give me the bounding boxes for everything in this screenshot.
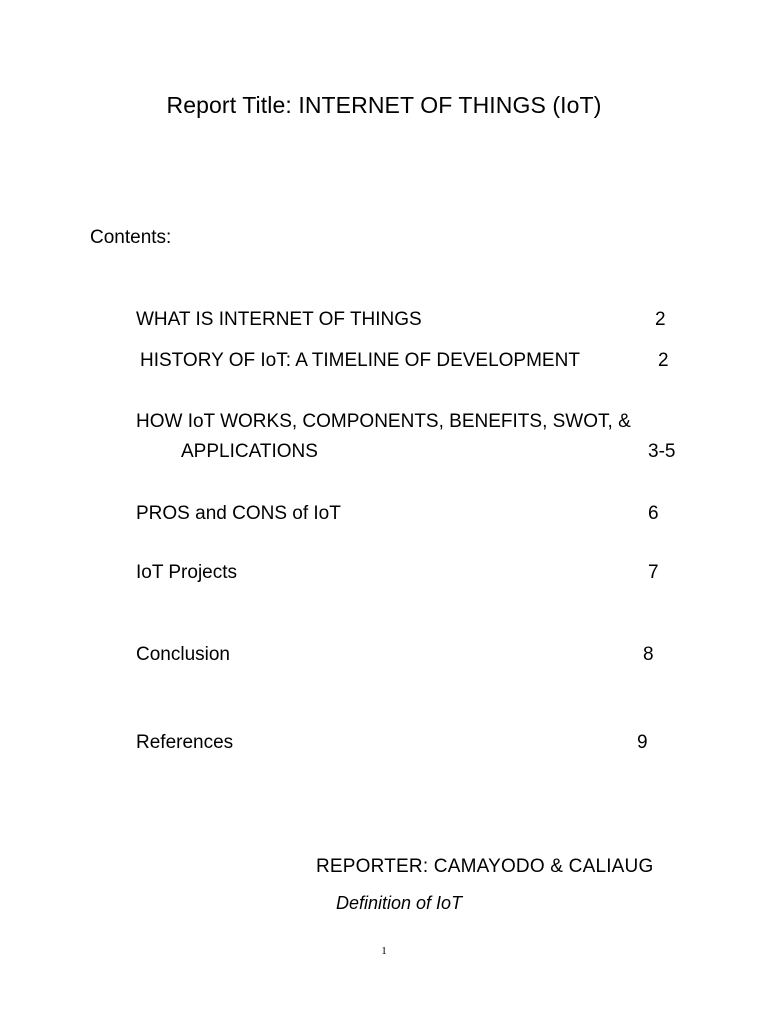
reporter-line: REPORTER: CAMAYODO & CALIAUG — [316, 856, 654, 877]
toc-entry-title: IoT Projects — [136, 562, 238, 583]
definition-heading: Definition of IoT — [336, 893, 463, 913]
toc-entry-page: 6 — [648, 503, 659, 524]
page-number: 1 — [381, 945, 387, 957]
toc-entry-title-continuation: APPLICATIONS — [181, 441, 318, 462]
contents-heading: Contents: — [90, 227, 172, 248]
toc-entry-title: WHAT IS INTERNET OF THINGS — [136, 309, 422, 330]
report-title: Report Title: INTERNET OF THINGS (IoT) — [166, 92, 602, 118]
toc-entry-page: 8 — [643, 644, 654, 665]
toc-entry-title: References — [136, 732, 234, 753]
toc-entry-page: 7 — [648, 562, 659, 583]
toc-entry-page: 9 — [637, 732, 648, 753]
toc-entry-title: PROS and CONS of IoT — [136, 503, 341, 524]
toc-entry-page: 3-5 — [648, 441, 676, 462]
toc-entry-page: 2 — [655, 309, 666, 330]
toc-entry-title: HISTORY OF IoT: A TIMELINE OF DEVELOPMENT — [140, 350, 580, 371]
toc-entry-title: HOW IoT WORKS, COMPONENTS, BENEFITS, SWOT, & — [136, 411, 631, 432]
toc-entry-page: 2 — [658, 350, 669, 371]
toc-entry-title: Conclusion — [136, 644, 230, 665]
